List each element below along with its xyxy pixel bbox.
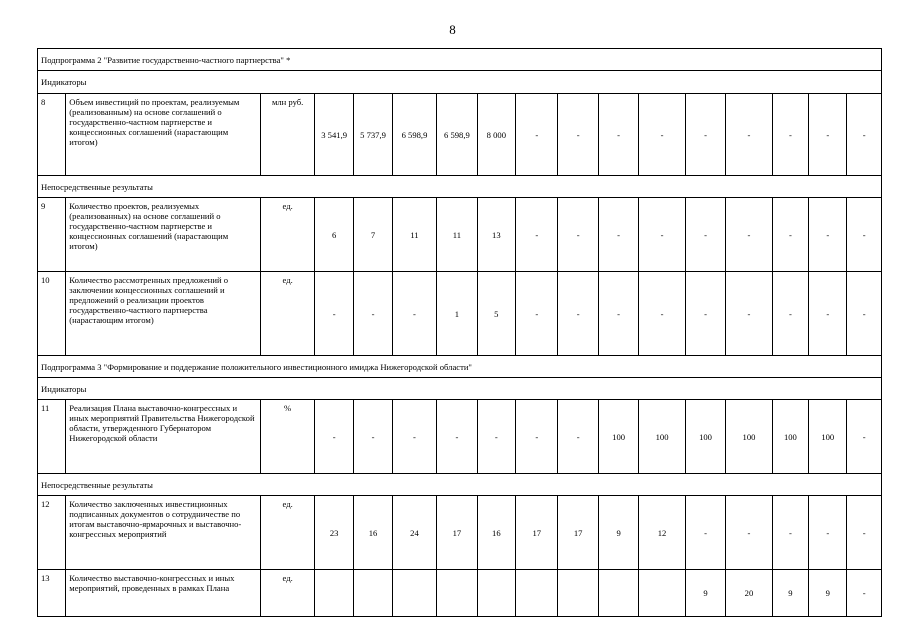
unit-cell: ед.: [261, 198, 315, 272]
value-text: -: [704, 308, 707, 319]
value-text: -: [704, 527, 707, 538]
value-cell: [477, 570, 515, 617]
value-text: -: [862, 527, 866, 538]
value-text: -: [862, 431, 866, 442]
table-row: [38, 198, 882, 272]
value-cell: [726, 570, 772, 617]
value-text: 13: [492, 229, 501, 240]
value-text: -: [788, 527, 792, 538]
value-text: 9: [616, 527, 621, 538]
value-cell: [314, 400, 353, 474]
value-cell: [639, 198, 685, 272]
value-cell: [392, 570, 436, 617]
value-cell: [726, 496, 772, 570]
value-text: 100: [821, 431, 835, 442]
value-cell: [639, 570, 685, 617]
value-text: 6 598,9: [444, 129, 470, 140]
value-text: -: [747, 229, 751, 240]
value-text: 9: [825, 588, 830, 598]
value-text: 23: [329, 527, 339, 538]
value-cell: [639, 272, 685, 356]
indicator-name: Количество проектов, реализуемых (реализованных) на основе соглашений о государственно-частном партнерстве и концессионных соглашений (нарастающим итогом): [66, 198, 261, 272]
value-cell: [639, 496, 685, 570]
value-cell: [598, 496, 638, 570]
value-cell: [354, 496, 392, 570]
value-cell: [354, 272, 392, 356]
value-cell: [354, 94, 392, 176]
value-cell: [685, 198, 725, 272]
value-text: -: [747, 129, 751, 140]
value-cell: [685, 272, 725, 356]
indicator-name: Объем инвестиций по проектам, реализуемым (реализованным) на основе соглашений о государственно-частном партнерстве и концессионных соглашений (нарастающим итогом): [66, 94, 261, 176]
value-cell: [477, 496, 515, 570]
value-text: 1: [454, 308, 460, 319]
value-cell: [772, 272, 808, 356]
value-cell: [809, 198, 847, 272]
value-cell: [809, 496, 847, 570]
value-text: -: [862, 308, 866, 319]
value-text: -: [535, 229, 539, 240]
value-cell: [558, 198, 598, 272]
value-cell: [314, 272, 353, 356]
section-row: [38, 71, 882, 94]
value-text: -: [862, 129, 866, 140]
value-cell: [598, 94, 638, 176]
value-text: 16: [492, 527, 501, 538]
value-cell: [392, 198, 436, 272]
value-text: -: [535, 308, 539, 319]
value-text: 9: [788, 588, 793, 598]
value-text: -: [535, 431, 539, 442]
table-row: [38, 94, 882, 176]
value-cell: [477, 400, 515, 474]
value-cell: [726, 272, 772, 356]
value-cell: [437, 496, 477, 570]
value-text: -: [371, 308, 375, 319]
value-text: -: [413, 431, 416, 442]
value-text: 11: [452, 229, 462, 240]
value-text: 5 737,9: [360, 129, 386, 140]
value-cell: [809, 400, 847, 474]
value-cell: [598, 570, 638, 617]
row-number: 8: [38, 94, 66, 176]
value-cell: [558, 496, 598, 570]
unit-cell: %: [261, 400, 315, 474]
value-cell: [809, 570, 847, 617]
value-text: -: [576, 229, 580, 240]
value-text: -: [660, 308, 664, 319]
table-row: [38, 570, 882, 617]
value-text: -: [704, 229, 707, 240]
value-text: -: [455, 431, 459, 442]
value-cell: [392, 496, 436, 570]
value-cell: [558, 272, 598, 356]
value-text: -: [535, 129, 539, 140]
value-cell: [809, 94, 847, 176]
value-cell: [392, 400, 436, 474]
unit-cell: млн руб.: [261, 94, 315, 176]
value-cell: [685, 400, 725, 474]
value-text: 6 598,9: [401, 129, 428, 140]
value-cell: [314, 570, 353, 617]
value-cell: [558, 400, 598, 474]
row-number: 11: [38, 400, 66, 474]
row-number: 13: [38, 570, 66, 617]
value-cell: [477, 94, 515, 176]
table-body: [38, 49, 882, 617]
value-cell: [558, 94, 598, 176]
value-cell: [726, 94, 772, 176]
value-text: -: [747, 527, 751, 538]
value-cell: [437, 400, 477, 474]
value-text: 17: [573, 527, 583, 538]
value-text: -: [826, 229, 830, 240]
indicator-name: Количество выставочно-конгрессных и иных мероприятий, проведенных в рамках Плана: [66, 570, 261, 617]
indicator-name: Количество рассмотренных предложений о заключении концессионных соглашений и предложений о реализации проектов государственно-частного партнерства (нарастающим итогом): [66, 272, 261, 356]
row-number: 12: [38, 496, 66, 570]
value-text: -: [371, 431, 375, 442]
value-cell: [354, 198, 392, 272]
value-cell: [772, 570, 808, 617]
value-cell: [847, 272, 882, 356]
value-cell: [847, 570, 882, 617]
value-cell: [639, 400, 685, 474]
unit-cell: ед.: [261, 570, 315, 617]
unit-cell: ед.: [261, 272, 315, 356]
value-cell: [516, 400, 558, 474]
value-cell: [354, 570, 392, 617]
value-text: -: [494, 431, 498, 442]
value-cell: [354, 400, 392, 474]
value-text: -: [704, 129, 707, 140]
value-cell: [392, 94, 436, 176]
value-cell: [772, 400, 808, 474]
row-number: 10: [38, 272, 66, 356]
value-text: 100: [655, 431, 669, 442]
section-title: Непосредственные результаты: [38, 176, 882, 198]
section-title: Индикаторы: [38, 71, 882, 94]
value-cell: [639, 94, 685, 176]
row-number: 9: [38, 198, 66, 272]
value-text: -: [747, 308, 751, 319]
section-title: Непосредственные результаты: [38, 474, 882, 496]
table-row: [38, 496, 882, 570]
value-cell: [314, 198, 353, 272]
value-text: -: [788, 229, 792, 240]
section-title: Подпрограмма 3 "Формирование и поддержание положительного инвестиционного имиджа Нижегородской области": [38, 356, 882, 378]
value-cell: [437, 570, 477, 617]
value-cell: [598, 400, 638, 474]
value-cell: [847, 94, 882, 176]
value-cell: [685, 570, 725, 617]
value-cell: [516, 94, 558, 176]
value-cell: [847, 400, 882, 474]
value-text: -: [788, 129, 792, 140]
table-row: [38, 272, 882, 356]
value-cell: [726, 400, 772, 474]
value-text: 17: [452, 527, 462, 538]
value-cell: [516, 272, 558, 356]
value-text: 17: [532, 527, 542, 538]
value-text: 100: [699, 431, 712, 442]
value-text: -: [617, 229, 621, 240]
value-cell: [392, 272, 436, 356]
value-cell: [437, 198, 477, 272]
indicator-name: Реализация Плана выставочно-конгрессных и иных мероприятий Правительства Нижегородской области, утвержденного Губернатором Нижегородской области: [66, 400, 261, 474]
value-text: 8 000: [486, 129, 506, 140]
value-text: -: [576, 129, 580, 140]
section-row: [38, 176, 882, 198]
value-cell: [516, 496, 558, 570]
value-text: 12: [657, 527, 667, 538]
value-text: 20: [744, 588, 754, 598]
value-cell: [477, 198, 515, 272]
value-text: -: [788, 308, 792, 319]
value-text: -: [413, 308, 416, 319]
section-row: [38, 378, 882, 400]
value-cell: [558, 570, 598, 617]
section-title: Индикаторы: [38, 378, 882, 400]
table-row: [38, 400, 882, 474]
value-text: -: [576, 308, 580, 319]
value-cell: [437, 272, 477, 356]
value-text: -: [862, 229, 866, 240]
section-row: [38, 474, 882, 496]
value-cell: [477, 272, 515, 356]
value-text: 3 541,9: [321, 129, 348, 140]
page-number: 8: [449, 22, 456, 37]
value-text: -: [576, 431, 580, 442]
value-cell: [314, 94, 353, 176]
section-row: [38, 49, 882, 71]
value-text: -: [660, 129, 664, 140]
value-text: -: [617, 308, 621, 319]
value-cell: [685, 94, 725, 176]
value-text: 100: [783, 431, 797, 442]
value-text: -: [660, 229, 664, 240]
value-text: 5: [494, 308, 499, 319]
value-cell: [847, 496, 882, 570]
value-cell: [772, 496, 808, 570]
value-text: 100: [612, 431, 626, 442]
value-cell: [847, 198, 882, 272]
value-text: 9: [703, 588, 708, 598]
value-cell: [598, 198, 638, 272]
value-text: -: [862, 588, 866, 598]
value-text: -: [617, 129, 621, 140]
value-cell: [809, 272, 847, 356]
value-text: 16: [368, 527, 378, 538]
value-cell: [772, 198, 808, 272]
value-text: 11: [410, 229, 419, 240]
value-text: -: [826, 527, 830, 538]
indicator-name: Количество заключенных инвестиционных подписанных документов о сотрудничестве по итогам выставочно-ярмарочных и выставочно-конгрессных мероприятий: [66, 496, 261, 570]
value-cell: [437, 94, 477, 176]
value-text: 7: [370, 229, 376, 240]
value-cell: [598, 272, 638, 356]
value-text: 100: [742, 431, 756, 442]
value-cell: [516, 198, 558, 272]
value-cell: [314, 496, 353, 570]
indicators-table: [37, 48, 882, 617]
value-text: -: [332, 431, 336, 442]
value-text: -: [332, 308, 336, 319]
value-text: -: [826, 308, 830, 319]
section-title: Подпрограмма 2 "Развитие государственно-частного партнерства" *: [38, 49, 882, 71]
value-cell: [685, 496, 725, 570]
value-text: -: [826, 129, 830, 140]
value-text: 24: [410, 527, 419, 538]
value-cell: [726, 198, 772, 272]
value-text: 6: [331, 229, 337, 240]
value-cell: [772, 94, 808, 176]
value-cell: [516, 570, 558, 617]
section-row: [38, 356, 882, 378]
unit-cell: ед.: [261, 496, 315, 570]
